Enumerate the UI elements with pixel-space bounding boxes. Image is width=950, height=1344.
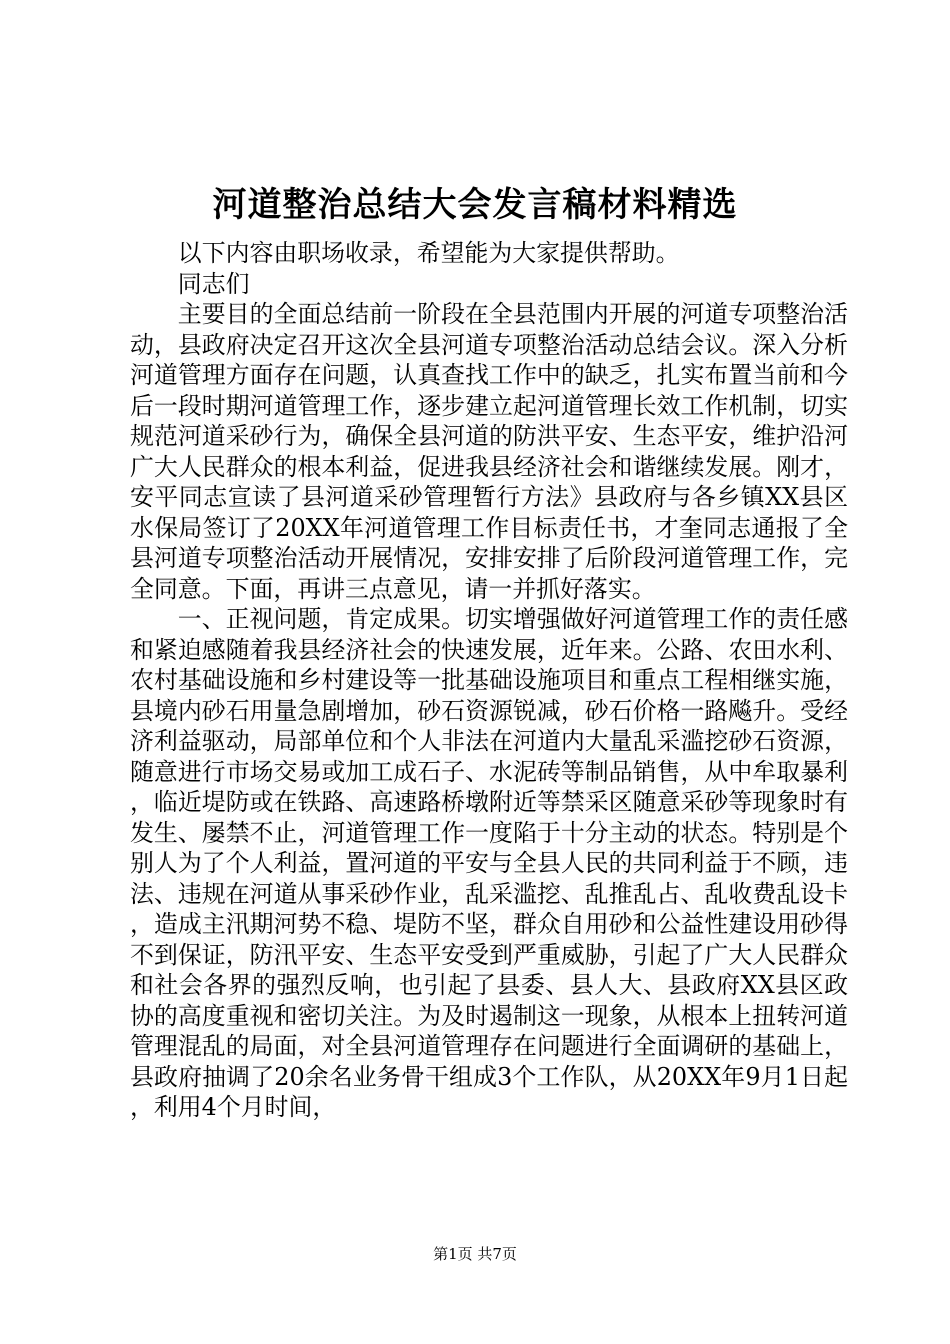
body-paragraph: 主要目的全面总结前一阶段在全县范围内开展的河道专项整治活动，县政府决定召开这次全县河道专项整治活动总结会议。深入分析河道管理方面存在问题，认真查找工作中的缺乏，扎实布置当前和今后一段时期河道管理工作，逐步建立起河道管理长效工作机制，切实规范河道采砂行为，确保全县河道的防洪平安、生态平安，维护沿河广大人民群众的根本利益，促进我县经济社会和谐继续发展。刚才，安平同志宣读了县河道采砂管理暂行方法》县政府与各乡镇XX县区水保局签订了20XX年河道管理工作目标责任书，才奎同志通报了全县河道专项整治活动开展情况，安排安排了后阶段河道管理工作，完全同意。下面，再讲三点意见，请一并抓好落实。 — [130, 300, 848, 603]
document-title: 河道整治总结大会发言稿材料精选 — [212, 185, 738, 225]
body-paragraph: 一、正视问题，肯定成果。切实增强做好河道管理工作的责任感和紧迫感随着我县经济社会的快速发展，近年来。公路、农田水利、农村基础设施和乡村建设等一批基础设施项目和重点工程相继实施，县境内砂石用量急剧增加，砂石资源锐减，砂石价格一路飚升。受经济利益驱动，局部单位和个人非法在河道内大量乱采滥挖砂石资源，随意进行市场交易或加工成石子、水泥砖等制品销售，从中牟取暴利，临近堤防或在铁路、高速路桥墩附近等禁采区随意采砂等现象时有发生、屡禁不止，河道管理工作一度陷于十分主动的状态。特别是个别人为了个人利益，置河道的平安与全县人民的共同利益于不顾，违法、违规在河道从事采砂作业，乱采滥挖、乱推乱占、乱收费乱设卡，造成主汛期河势不稳、堤防不坚，群众自用砂和公益性建设用砂得不到保证，防汛平安、生态平安受到严重威胁，引起了广大人民群众和社会各界的强烈反响，也引起了县委、县人大、县政府XX县区政协的高度重视和密切关注。为及时遏制这一现象，从根本上扭转河道管理混乱的局面，对全县河道管理存在问题进行全面调研的基础上，县政府抽调了20余名业务骨干组成3个工作队，从20XX年9月1日起，利用4个月时间， — [130, 605, 848, 1121]
salutation-paragraph: 同志们 — [177, 269, 250, 298]
document-body — [130, 238, 848, 1123]
page-footer: 第1页 共7页 — [433, 1245, 517, 1263]
intro-paragraph: 以下内容由职场收录，希望能为大家提供帮助。 — [177, 239, 680, 267]
